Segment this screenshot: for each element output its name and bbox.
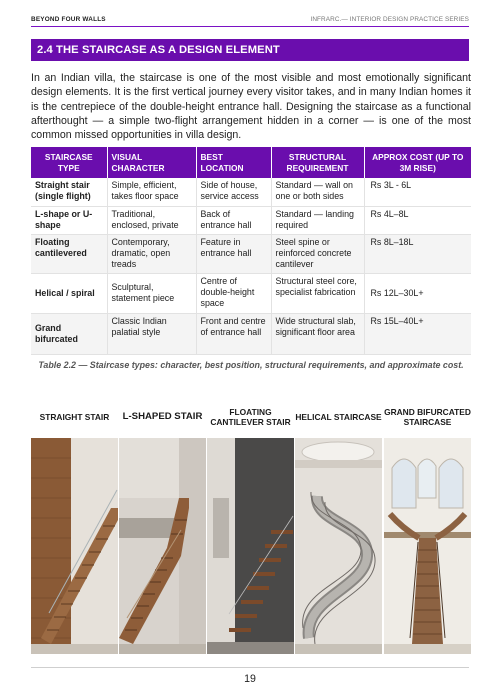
table-row — [31, 273, 471, 313]
cell-character: Simple, efficient, takes floor space — [107, 178, 196, 206]
cell-type: Grand bifurcated — [31, 313, 107, 354]
cell-character: Traditional, enclosed, private — [107, 206, 196, 234]
cell-structure: Structural steel core, specialist fabrication — [271, 273, 364, 313]
header-staircase-type: STAIRCASE TYPE — [31, 147, 107, 178]
cell-location: Centre of double-height space — [196, 273, 271, 313]
cell-cost: Rs 8L–18L — [364, 234, 471, 273]
table-row — [31, 178, 471, 206]
cell-structure: Standard — wall on one or both sides — [271, 178, 364, 206]
cell-structure: Standard — landing required — [271, 206, 364, 234]
header-rule — [31, 26, 469, 27]
header-approx-cost: APPROX COST (UP TO 3M RISE) — [364, 147, 471, 178]
straight-stair-image — [31, 438, 118, 654]
cell-location: Side of house, service access — [196, 178, 271, 206]
label-l-shaped-stair: L-SHAPED STAIR — [122, 411, 203, 422]
cell-character: Contemporary, dramatic, open treads — [107, 234, 196, 273]
header-structural-requirement: STRUCTURAL REQUIREMENT — [271, 147, 364, 178]
panel-straight-stair — [31, 396, 118, 654]
table-caption: Table 2.2 — Staircase types: character, best position, structural requirements, and approximate cost. — [38, 360, 464, 370]
cell-structure: Steel spine or reinforced concrete cantilever — [271, 234, 364, 273]
running-header — [31, 12, 469, 26]
panel-floating-stair — [207, 396, 294, 654]
panel-helical-stair — [295, 396, 382, 654]
cell-character: Sculptural, statement piece — [107, 273, 196, 313]
section-title: 2.4 THE STAIRCASE AS A DESIGN ELEMENT — [37, 44, 280, 56]
intro-paragraph: In an Indian villa, the staircase is one of the most visible and most emotionally significant design elements. It is the first vertical journey every visitor takes, and in many Indian homes it is the centrepiece of the double-height entrance hall. Designing the staircase as a functional afterthought — a simple two-flight arrangement hidden in a corner — is one of the most common missed opportunities in villa design. — [31, 72, 471, 142]
section-heading-bar — [31, 39, 469, 61]
header-best-location: BEST LOCATION — [196, 147, 271, 178]
cell-location: Front and centre of entrance hall — [196, 313, 271, 354]
header-series: INFRARC.— INTERIOR DESIGN PRACTICE SERIES — [310, 15, 469, 23]
cell-type: Floating cantilevered — [31, 234, 107, 273]
table-header-row — [31, 147, 471, 178]
label-floating-stair: FLOATING CANTILEVER STAIR — [210, 406, 291, 427]
cell-location: Feature in entrance hall — [196, 234, 271, 273]
cell-cost: Rs 3L - 6L — [364, 178, 471, 206]
helical-stair-image — [295, 438, 382, 654]
cell-character: Classic Indian palatial style — [107, 313, 196, 354]
table-row — [31, 206, 471, 234]
bifurcated-stair-image — [384, 438, 471, 654]
label-bifurcated-stair: GRAND BIFURCATED STAIRCASE — [384, 406, 471, 427]
cell-cost: Rs 4L–8L — [364, 206, 471, 234]
table-row — [31, 234, 471, 273]
label-straight-stair: STRAIGHT STAIR — [39, 411, 110, 422]
cell-location: Back of entrance hall — [196, 206, 271, 234]
panel-bifurcated-stair — [384, 396, 471, 654]
staircase-illustrations — [31, 396, 471, 654]
cell-structure: Wide structural slab, significant floor area — [271, 313, 364, 354]
cell-cost: Rs 15L–40L+ — [364, 313, 471, 354]
header-visual-character: VISUAL CHARACTER — [107, 147, 196, 178]
footer-rule — [31, 667, 469, 668]
cell-type: Straight stair (single flight) — [31, 178, 107, 206]
staircase-types-table — [31, 147, 471, 355]
page-number: 19 — [244, 673, 256, 685]
header-brand: BEYOND FOUR WALLS — [31, 15, 106, 23]
cell-type: Helical / spiral — [31, 273, 107, 313]
cell-cost: Rs 12L–30L+ — [364, 273, 471, 313]
label-helical-stair: HELICAL STAIRCASE — [295, 411, 382, 422]
floating-stair-image — [207, 438, 294, 654]
panel-l-shaped-stair — [119, 396, 206, 654]
table-row — [31, 313, 471, 354]
cell-type: L-shape or U-shape — [31, 206, 107, 234]
l-shaped-stair-image — [119, 438, 206, 654]
